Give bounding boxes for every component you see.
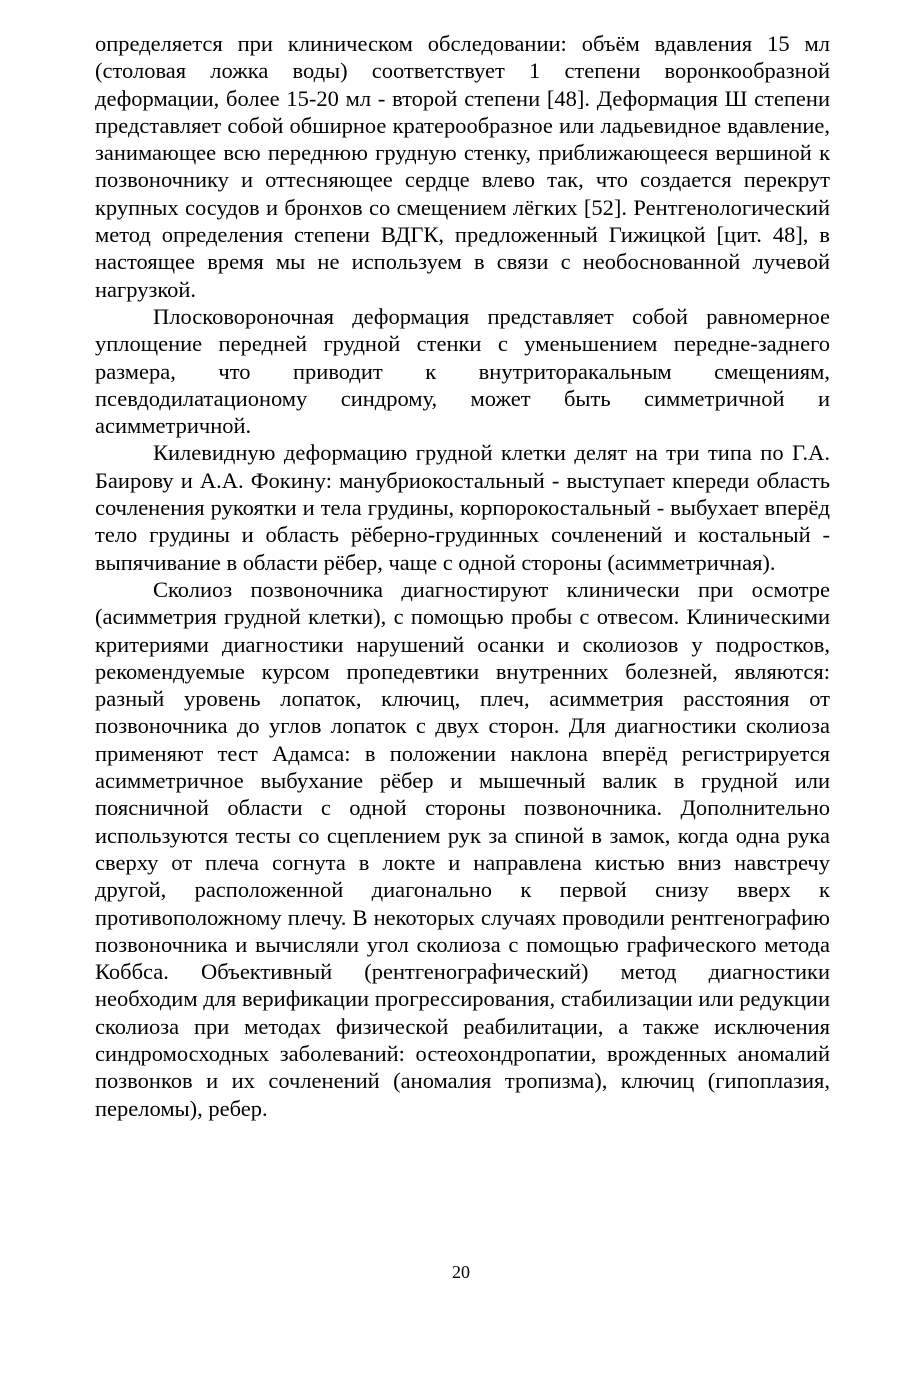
paragraph-keel-deformation-types: Килевидную деформацию грудной клетки делят на три типа по Г.А. Баирову и А.А. Фокину: манубриокостальный - выступает кпереди область сочленения рукоятки и тела грудины, корпорокостальный - выбухает вперёд тело грудины и область рёберно-грудинных сочленений и костальный - выпячивание в области рёбер, чаще с одной стороны (асимметричная). [95,440,830,575]
page-number: 20 [452,1262,470,1282]
paragraph-scoliosis-diagnosis: Сколиоз позвоночника диагностируют клинически при осмотре (асимметрия грудной клетки), с помощью пробы с отвесом. Клиническими критериями диагностики нарушений осанки и сколиозов у подростков, рекомендуемые курсом пропедевтики внутренних болезней, являются: разный уровень лопаток, ключиц, плеч, асимметрия расстояния от позвоночника до углов лопаток с двух сторон. Для диагностики сколиоза применяют тест Адамса: в положении наклона вперёд регистрируется асимметричное выбухание рёбер и мышечный валик в грудной или поясничной области с одной стороны позвоночника. Дополнительно используются тесты со сцеплением рук за спиной в замок, когда одна рука сверху от плеча согнута в локте и направлена кистью вниз навстречу другой, расположенной диагонально к первой снизу вверх к противоположному плечу. В некоторых случаях проводили рентгенографию позвоночника и вычисляли угол сколиоза с помощью графического метода Коббса. Объективный (рентгенографический) метод диагностики необходим для верификации прогрессирования, стабилизации или редукции сколиоза при методах физической реабилитации, а также исключения синдромосходных заболеваний: остеохондропатии, врожденных аномалий позвонков и их сочленений (аномалия тропизма), ключиц (гипоплазия, переломы), ребер. [95,576,830,1121]
paragraph-flat-funnel-deformation: Плосковороночная деформация представляет собой равномерное уплощение передней грудной стенки с уменьшением передне-заднего размера, что приводит к внутриторакальным смещениям, псевдодилатационому синдрому, может быть симметричной и асимметричной. [95,303,830,439]
body-text [95,30,830,1122]
paragraph-funnel-chest-degrees: определяется при клиническом обследовании: объём вдавления 15 мл (столовая ложка воды) соответствует 1 степени воронкообразной деформации, более 15-20 мл - второй степени [48]. Деформация Ш степени представляет собой обширное кратерообразное или ладьевидное вдавление, занимающее всю переднюю грудную стенку, приближающееся вершиной к позвоночнику и оттесняющее сердце влево так, что создается перекрут крупных сосудов и бронхов со смещением лёгких [52]. Рентгенологический метод определения степени ВДГК, предложенный Гижицкой [цит. 48], в настоящее время мы не используем в связи с необоснованной лучевой нагрузкой. [95,31,830,302]
